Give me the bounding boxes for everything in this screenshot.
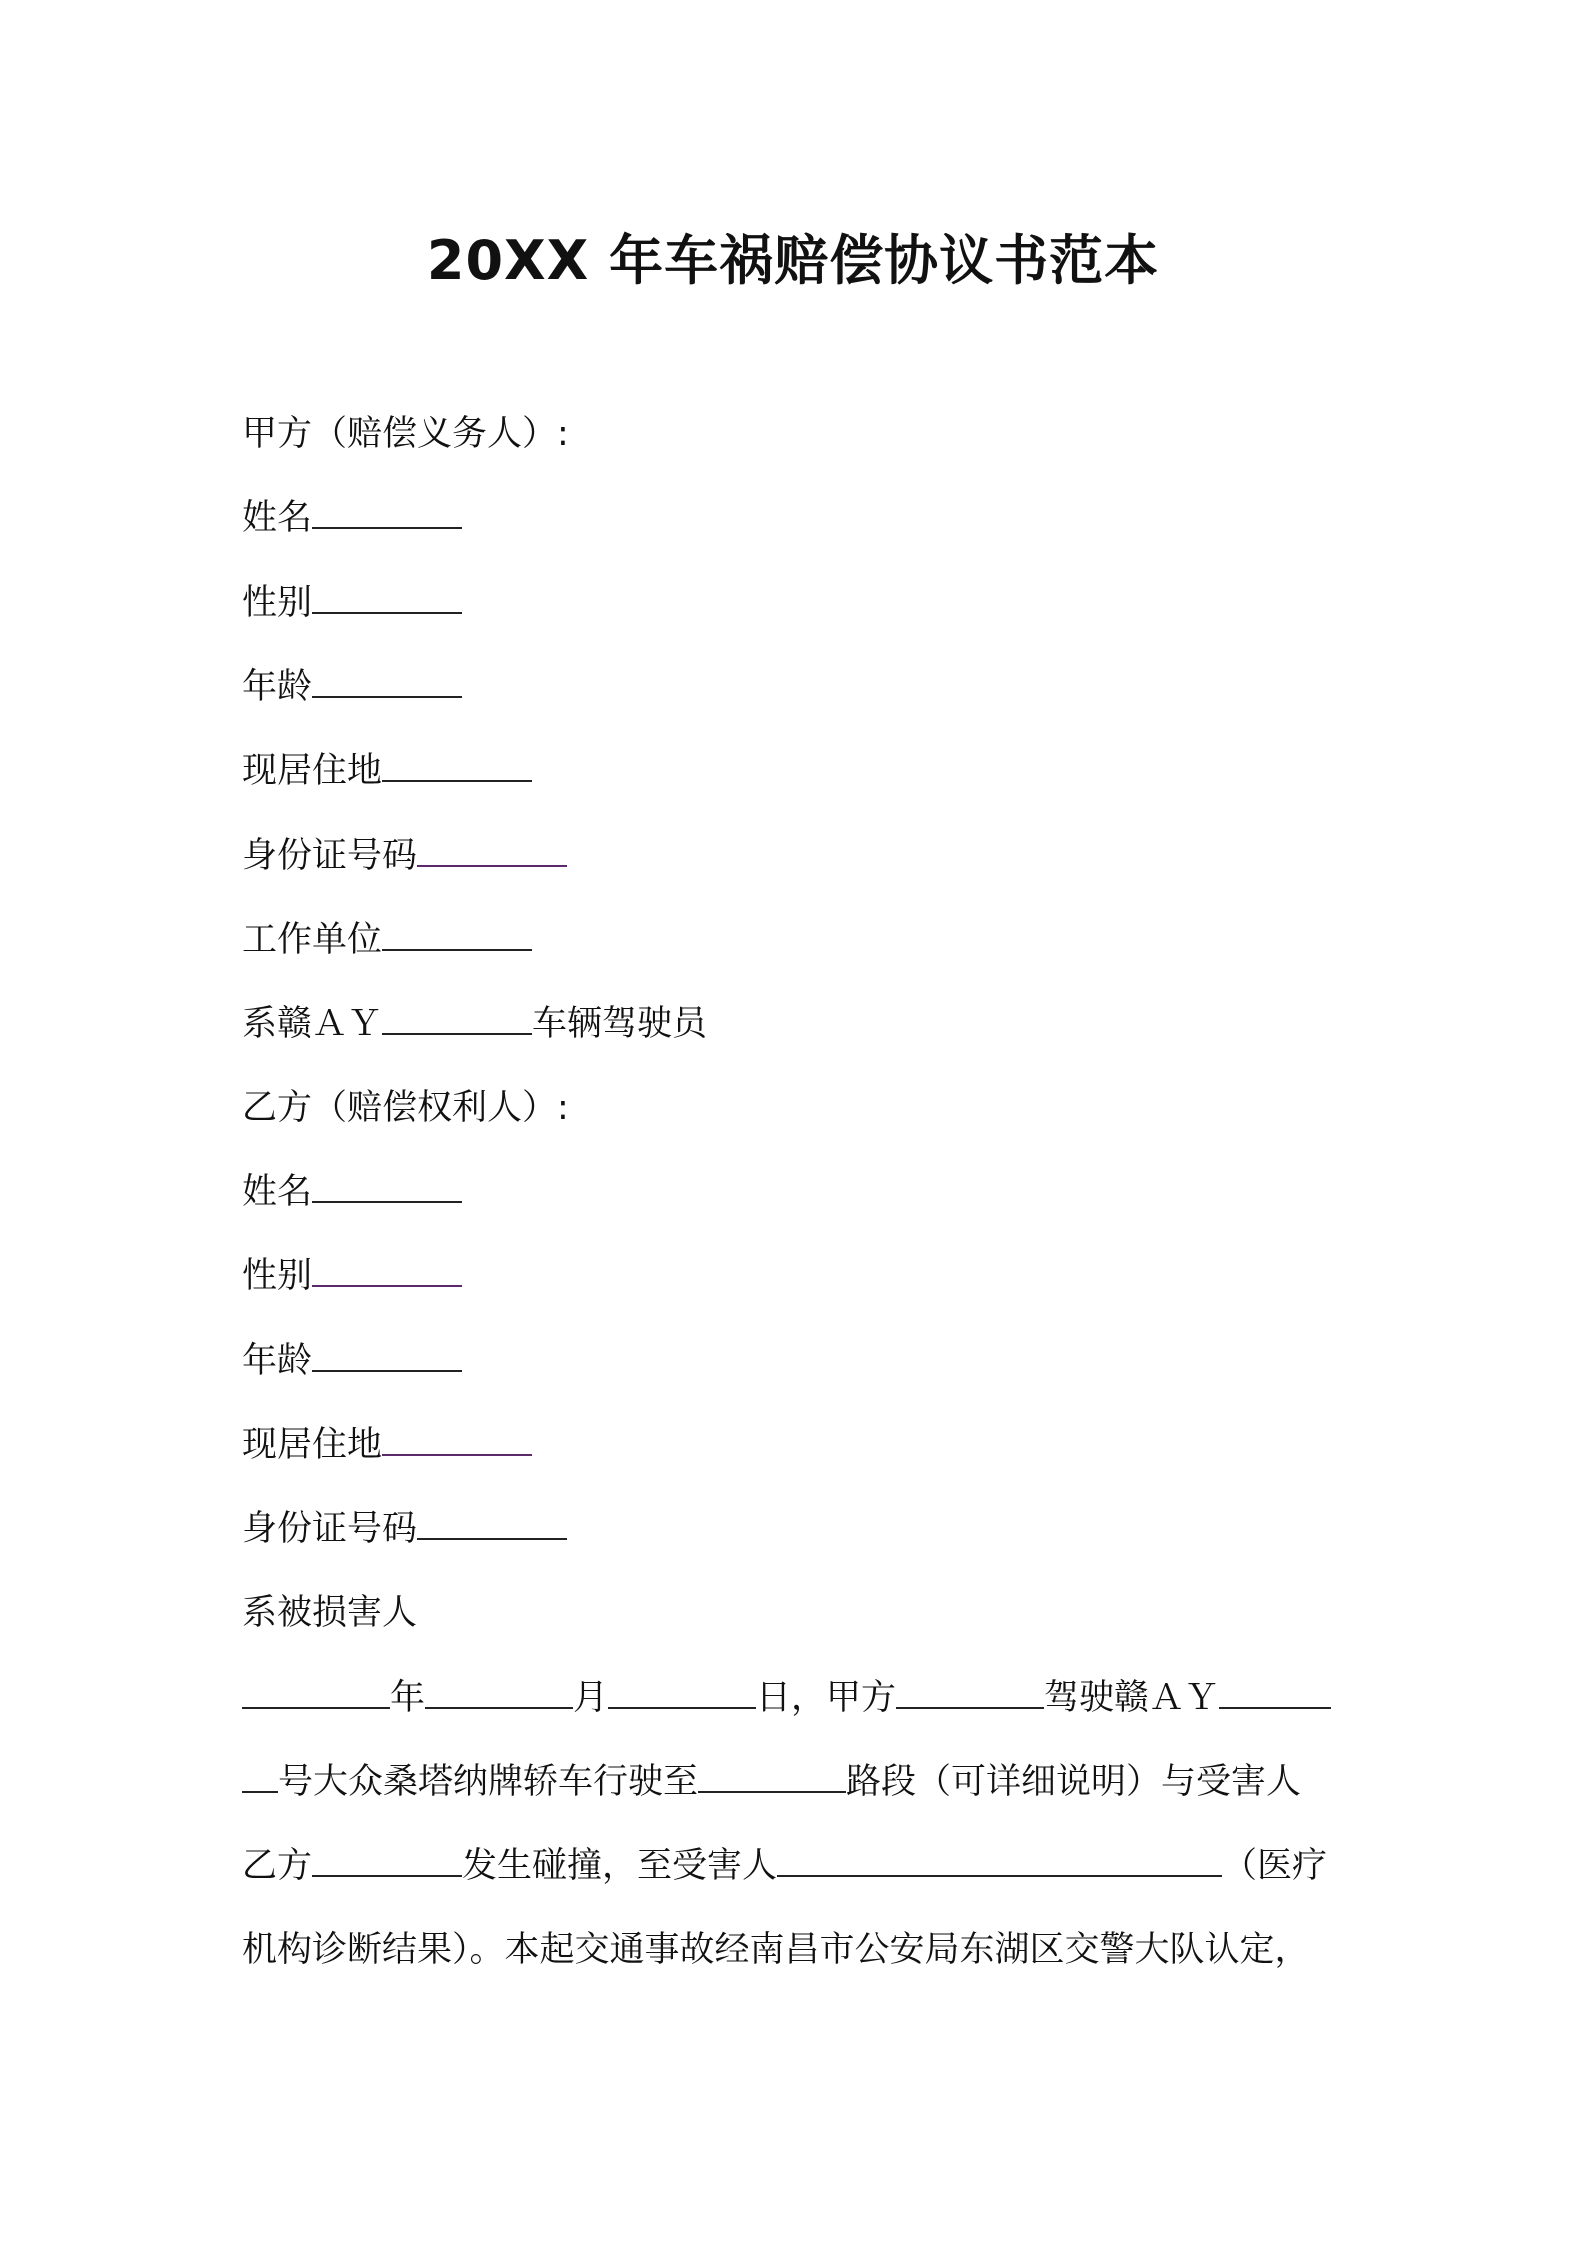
day-label: 日，甲方 — [756, 1678, 897, 1718]
gender-label: 性别 — [242, 583, 313, 623]
age-blank[interactable] — [312, 666, 462, 698]
age-label: 年龄 — [242, 1341, 313, 1381]
paragraph-line-2 — [242, 1760, 1357, 1804]
id-blank[interactable] — [417, 1508, 567, 1540]
id-label: 身份证号码 — [242, 836, 418, 876]
car-label: 号大众桑塔纳牌轿车行驶至 — [278, 1762, 699, 1802]
party-a-driver-blank[interactable] — [896, 1677, 1044, 1709]
paragraph-line-3 — [242, 1844, 1357, 1888]
address-label: 现居住地 — [242, 751, 383, 791]
party-b-age-row — [242, 1339, 462, 1383]
address-blank[interactable] — [382, 750, 532, 782]
gender-label: 性别 — [242, 1256, 313, 1296]
gender-blank[interactable] — [312, 1255, 462, 1287]
road-label: 路段（可详细说明）与受害人 — [846, 1762, 1302, 1802]
work-unit-label: 工作单位 — [242, 920, 383, 960]
drive-label: 驾驶赣ＡＹ — [1044, 1678, 1220, 1718]
gender-blank[interactable] — [312, 582, 462, 614]
name-blank[interactable] — [312, 1171, 462, 1203]
age-label: 年龄 — [242, 667, 313, 707]
party-a-driver-row — [242, 1002, 707, 1046]
party-b-gender-row — [242, 1254, 462, 1298]
address-label: 现居住地 — [242, 1425, 383, 1465]
name-label: 姓名 — [242, 498, 313, 538]
party-b-address-row — [242, 1423, 532, 1467]
year-label: 年 — [390, 1678, 426, 1718]
road-blank[interactable] — [698, 1761, 846, 1793]
party-b-id-row — [242, 1507, 567, 1551]
id-blank[interactable] — [417, 835, 567, 867]
party-b-name-row — [242, 1170, 462, 1214]
party-a-id-row — [242, 834, 567, 878]
name-blank[interactable] — [312, 497, 462, 529]
work-unit-blank[interactable] — [382, 919, 532, 951]
driver-prefix: 系赣ＡＹ — [242, 1004, 383, 1044]
party-a-address-row — [242, 749, 532, 793]
id-label: 身份证号码 — [242, 1509, 418, 1549]
party-a-work-row — [242, 918, 532, 962]
year-blank[interactable] — [242, 1677, 390, 1709]
injury-blank[interactable] — [777, 1845, 1222, 1877]
plate-blank-cont[interactable] — [242, 1761, 278, 1793]
party-b-label: 乙方 — [242, 1846, 313, 1886]
age-blank[interactable] — [312, 1340, 462, 1372]
address-blank[interactable] — [382, 1424, 532, 1456]
party-a-age-row — [242, 665, 462, 709]
name-label: 姓名 — [242, 1172, 313, 1212]
party-a-heading: 甲方（赔偿义务人）: — [242, 414, 569, 454]
day-blank[interactable] — [608, 1677, 756, 1709]
document-title: 20XX 年车祸赔偿协议书范本 — [426, 229, 1160, 292]
month-blank[interactable] — [425, 1677, 573, 1709]
party-a-gender-row — [242, 581, 462, 625]
paragraph-line-1 — [242, 1676, 1357, 1720]
party-b-heading: 乙方（赔偿权利人）: — [242, 1088, 569, 1128]
plate-blank[interactable] — [382, 1003, 532, 1035]
party-b-blank[interactable] — [312, 1845, 462, 1877]
party-b-victim: 系被损害人 — [242, 1593, 418, 1633]
party-a-name-row — [242, 496, 462, 540]
month-label: 月 — [573, 1678, 609, 1718]
collide-label: 发生碰撞，至受害人 — [462, 1846, 778, 1886]
medical-label: （医疗 — [1222, 1846, 1328, 1886]
driver-suffix: 车辆驾驶员 — [532, 1004, 708, 1044]
paragraph-line-4: 机构诊断结果）。本起交通事故经南昌市公安局东湖区交警大队认定， — [242, 1930, 1310, 1970]
plate-blank[interactable] — [1219, 1677, 1331, 1709]
